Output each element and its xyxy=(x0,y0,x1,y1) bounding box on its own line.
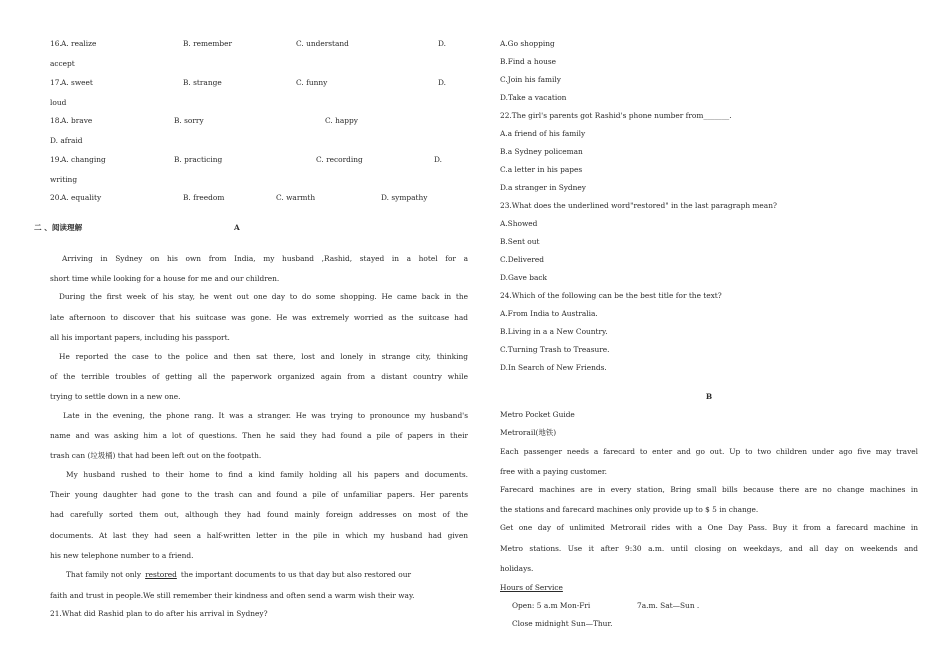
q20-number: 20. xyxy=(50,193,62,202)
passage-a-line: During the first week of his stay, he went out one day to do some shopping. He came back in the xyxy=(59,292,468,301)
q19-option-a: A. changing xyxy=(61,155,106,164)
q17-option-d-cont: loud xyxy=(50,98,67,107)
q23-option-a: A.Showed xyxy=(500,219,538,228)
q24-option-b: B.Living in a a New Country. xyxy=(500,327,608,336)
passage-b-subtitle: Metrorail(地铁) xyxy=(500,428,557,437)
q22-option-c: C.a letter in his papes xyxy=(500,165,583,174)
q22-option-d: D.a stranger in Sydney xyxy=(500,183,586,192)
q16-number: 16. xyxy=(50,39,62,48)
passage-a-line: He reported the case to the police and then sat there, lost and lonely in strange city, thinking xyxy=(59,352,468,361)
passage-a-line: My husband rushed to their home to find a kind family holding all his papers and documents. xyxy=(66,470,468,479)
passage-b-line: Farecard machines are in every station, Bring small bills because there are no change machines in xyxy=(500,485,918,494)
passage-b-line: Each passenger needs a farecard to enter and go out. Up to two children under ago five may travel xyxy=(500,447,918,456)
q21-option-c: C.Join his family xyxy=(500,75,561,84)
q18-option-b: B. sorry xyxy=(174,116,204,125)
q20-option-d: D. sympathy xyxy=(381,193,428,202)
q18-option-d: D. afraid xyxy=(50,136,83,145)
q17-option-d: D. xyxy=(438,78,447,87)
passage-b-line: the stations and farecard machines only provide up to $ 5 in change. xyxy=(500,505,759,514)
q18-option-c: C. happy xyxy=(325,116,358,125)
passage-a-line: Their young daughter had gone to the trash can and found a pile of unfamiliar papers. Her parents xyxy=(50,490,468,499)
passage-a-line: had carefully sorted them out, although they had found mainly foreign addresses on most of the xyxy=(50,510,468,519)
passage-a-line: name and was asking him a lot of questions. Then he said they had found a pile of papers in their xyxy=(50,431,468,440)
passage-a-text: the important documents to us that day but also restored our xyxy=(180,570,411,579)
question-22: 22.The girl's parents got Rashid's phone number from_______. xyxy=(500,111,732,120)
q23-option-d: D.Gave back xyxy=(500,273,547,282)
restored-underlined-word: restored xyxy=(145,570,177,579)
question-23: 23.What does the underlined word"restored" in the last paragraph mean? xyxy=(500,201,777,210)
question-24: 24.Which of the following can be the best title for the text? xyxy=(500,291,722,300)
q20-option-c: C. warmth xyxy=(276,193,316,202)
passage-a-line: Late in the evening, the phone rang. It was a stranger. He was trying to pronounce my husband's xyxy=(63,411,468,420)
hours-title: Hours of Service xyxy=(500,583,563,592)
passage-a-line: trying to settle down in a new one. xyxy=(50,392,181,401)
passage-b-line: Metro stations. Use it after 9:30 a.m. until closing on weekdays, and all day on weekends and xyxy=(500,544,918,553)
passage-a-line: late afternoon to discover that his suitcase was gone. He was extremely worried as the suitcase had xyxy=(50,313,468,322)
passage-a-line: of the terrible troubles of getting all the paperwork organized again from a distant country while xyxy=(50,372,468,381)
q17-option-b: B. strange xyxy=(183,78,222,87)
passage-b-line: free with a paying customer. xyxy=(500,467,607,476)
passage-a-line: short time while looking for a house for me and our children. xyxy=(50,274,280,283)
q18-number: 18. xyxy=(50,116,62,125)
passage-a-label: A xyxy=(234,223,240,232)
passage-a-line: documents. At last they had seen a half-written letter in the pile in which my husband had given xyxy=(50,531,468,540)
hours-open-weekday: Open: 5 a.m Mon-Fri xyxy=(512,601,591,610)
q20-option-b: B. freedom xyxy=(183,193,225,202)
passage-a-text: That family not only xyxy=(66,570,142,579)
q16-option-b: B. remember xyxy=(183,39,233,48)
q24-option-d: D.In Search of New Friends. xyxy=(500,363,607,372)
passage-b-title: Metro Pocket Guide xyxy=(500,410,575,419)
q24-option-c: C.Turning Trash to Treasure. xyxy=(500,345,610,354)
q19-option-b: B. practicing xyxy=(174,155,223,164)
q16-option-c: C. understand xyxy=(296,39,349,48)
q21-option-d: D.Take a vacation xyxy=(500,93,567,102)
q17-option-c: C. funny xyxy=(296,78,328,87)
passage-a-line: Arriving in Sydney on his own from India, my husband ,Rashid, stayed in a hotel for a xyxy=(62,254,468,263)
q16-option-d: D. xyxy=(438,39,447,48)
q19-number: 19. xyxy=(50,155,62,164)
q16-option-d-cont: accept xyxy=(50,59,75,68)
passage-b-line: Get one day of unlimited Metrorail rides with a One Day Pass. Buy it from a farecard machine in xyxy=(500,523,918,532)
passage-b-label: B xyxy=(705,392,713,401)
hours-open-weekend: 7a.m. Sat—Sun . xyxy=(637,601,700,610)
q22-option-b: B.a Sydney policeman xyxy=(500,147,583,156)
q17-number: 17. xyxy=(50,78,62,87)
passage-b-line: holidays. xyxy=(500,564,534,573)
passage-a-line: his new telephone number to a friend. xyxy=(50,551,194,560)
hours-close: Close midnight Sun—Thur. xyxy=(512,619,613,628)
q23-option-c: C.Delivered xyxy=(500,255,544,264)
q19-option-d: D. xyxy=(434,155,443,164)
passage-a-line: faith and trust in people.We still remember their kindness and often send a warm wish their way. xyxy=(50,591,415,600)
q19-option-d-cont: writing xyxy=(50,175,78,184)
q20-option-a: A. equality xyxy=(61,193,102,202)
q22-option-a: A.a friend of his family xyxy=(500,129,586,138)
q21-option-a: A.Go shopping xyxy=(500,39,555,48)
section-title: 二 、阅读理解 xyxy=(34,223,83,232)
passage-a-line: all his important papers, including his passport. xyxy=(50,333,230,342)
q18-option-a: A. brave xyxy=(61,116,93,125)
q17-option-a: A. sweet xyxy=(61,78,93,87)
passage-a-line: trash can (垃圾桶) that had been left out on the footpath. xyxy=(50,451,262,460)
q23-option-b: B.Sent out xyxy=(500,237,540,246)
q19-option-c: C. recording xyxy=(316,155,363,164)
passage-a-line xyxy=(66,570,411,580)
q24-option-a: A.From India to Australia. xyxy=(500,309,598,318)
question-21: 21.What did Rashid plan to do after his arrival in Sydney? xyxy=(50,609,268,618)
q21-option-b: B.Find a house xyxy=(500,57,557,66)
q16-option-a: A. realize xyxy=(61,39,97,48)
